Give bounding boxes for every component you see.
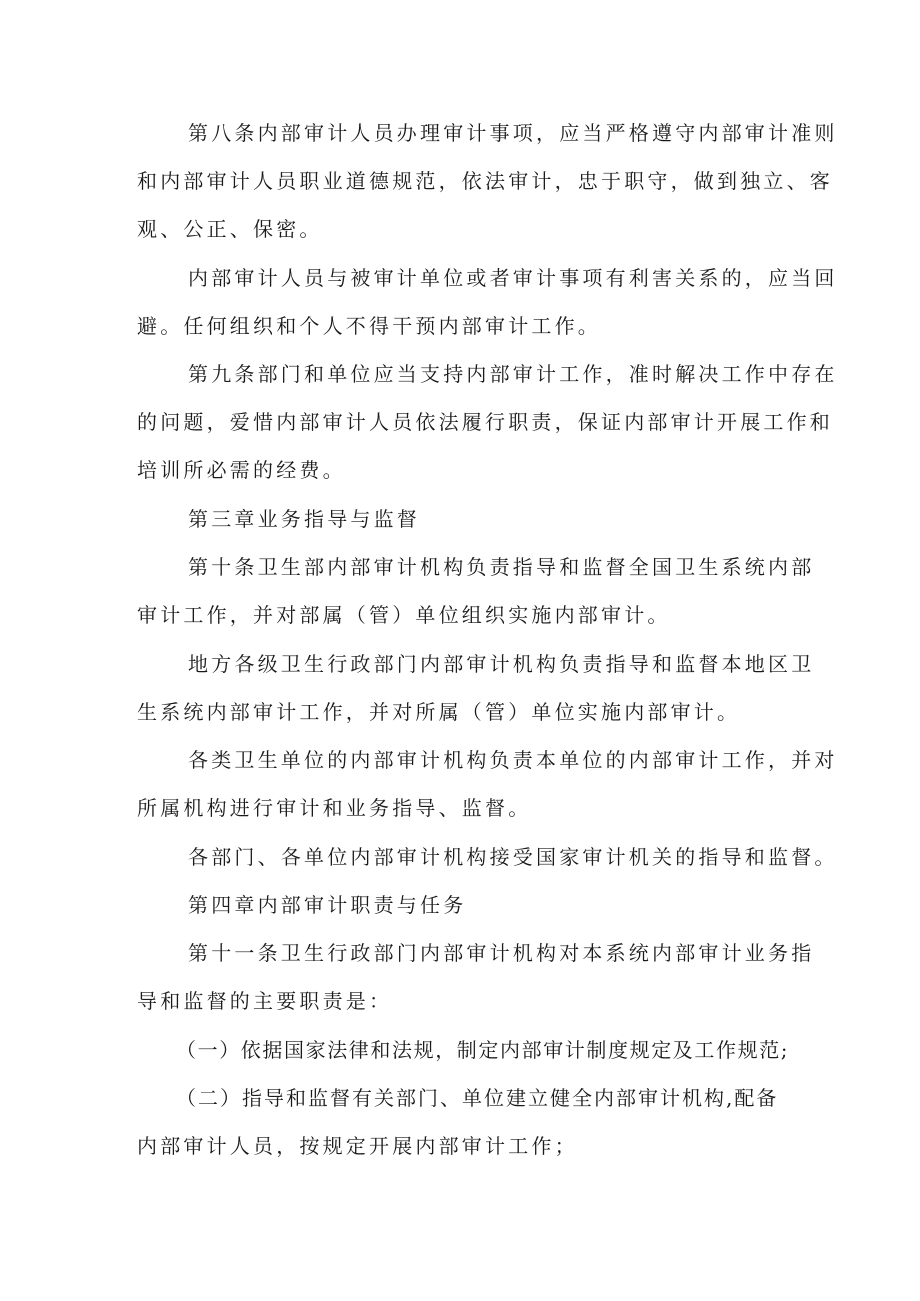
text-line: 审计工作，并对部属（管）单位组织实施内部审计。 [137, 603, 671, 627]
text-line: 第九条部门和单位应当支持内部审计工作，准时解决工作中存在 [188, 362, 838, 386]
text-line: 各类卫生单位的内部审计机构负责本单位的内部审计工作，并对 [188, 748, 838, 772]
text-line: 内部审计人员，按规定开展内部审计工作； [137, 1134, 578, 1158]
text-line: 各部门、各单位内部审计机构接受国家审计机关的指导和监督。 [188, 845, 838, 869]
text-line: 的问题，爱惜内部审计人员依法履行职责，保证内部审计开展工作和 [137, 410, 833, 434]
text-line: 观、公正、保密。 [137, 217, 323, 241]
list-item: （一）依据国家法律和法规，制定内部审计制度规定及工作规范; [176, 1038, 790, 1062]
text-line: 培训所必需的经费。 [137, 458, 346, 482]
chapter-heading: 第四章内部审计职责与任务 [188, 893, 467, 917]
list-item: （二）指导和监督有关部门、单位建立健全内部审计机构,配备 [176, 1086, 779, 1110]
text-line: 导和监督的主要职责是： [137, 989, 393, 1013]
chapter-heading: 第三章业务指导与监督 [188, 507, 420, 531]
text-line: 第十条卫生部内部审计机构负责指导和监督全国卫生系统内部 [188, 555, 815, 579]
text-line: 避。任何组织和个人不得干预内部审计工作。 [137, 314, 601, 338]
text-line: 第八条内部审计人员办理审计事项，应当严格遵守内部审计准则 [188, 121, 838, 145]
text-line: 第十一条卫生行政部门内部审计机构对本系统内部审计业务指 [188, 941, 815, 965]
text-line: 地方各级卫生行政部门内部审计机构负责指导和监督本地区卫 [188, 652, 815, 676]
text-line: 和内部审计人员职业道德规范，依法审计，忠于职守，做到独立、客 [137, 169, 833, 193]
text-line: 所属机构进行审计和业务指导、监督。 [137, 796, 532, 820]
text-line: 内部审计人员与被审计单位或者审计事项有利害关系的，应当回 [188, 266, 838, 290]
text-line: 生系统内部审计工作，并对所属（管）单位实施内部审计。 [137, 700, 741, 724]
